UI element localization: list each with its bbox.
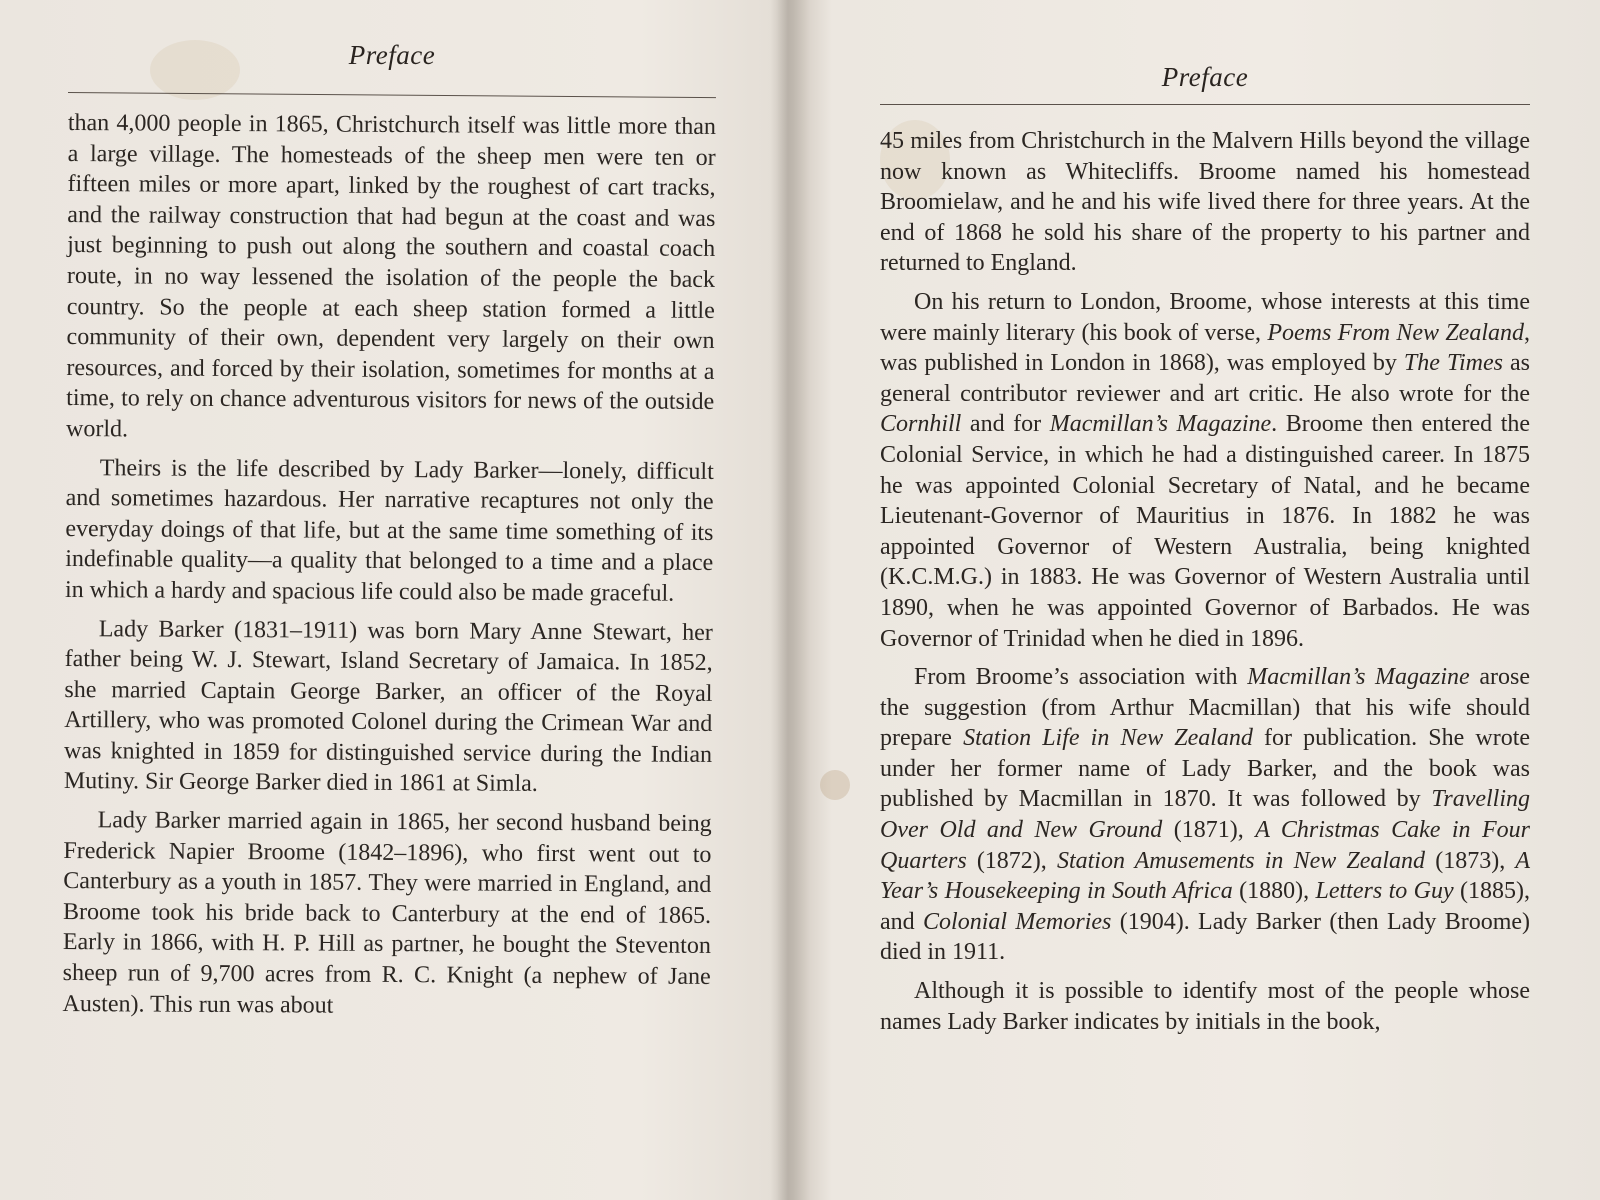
italic-title: A Year’s Housekeeping in South Africa	[880, 847, 1530, 905]
text-run: as general contributor reviewer and art critic. He also wrote for the	[880, 350, 1531, 407]
page-body	[880, 126, 1530, 1037]
text-run: . Broome then entered the Colonial Service, in which he had a distinguished career. In 1875 he was appointed Colonial Secretary of Natal, and he became Lieutenant-Governor of Mauritius in 1876. In 1882 he was appointed Governor of Western Australia, being knighted (K.C.M.G.) in 1883. He was Governor of Western Australia until 1890, when he was appointed Governor of Barbados. He was Governor of Trinidad when he died in 1896.	[880, 411, 1531, 652]
running-header: Preface	[1161, 62, 1249, 92]
italic-title: Travelling Over Old and New Ground	[880, 786, 1530, 844]
italic-title: Cornhill	[880, 411, 962, 438]
paragraph: than 4,000 people in 1865, Christchurch itself was little more than a large village. The homesteads of the sheep men were ten or fifteen miles or more apart, linked by the roughest of cart tracks, and the railway construction that had begun at the coast and was just beginning to push out along the southern and coastal coach route, in no way lessened the isolation of the people the back country. So the people at each sheep station formed a little community of their own, dependent very largely on their own resources, and forced by their isolation, sometimes for months at a time, to rely on chance adventurous visitors for news of the outside world.	[65, 109, 716, 443]
header-rule	[880, 104, 1530, 105]
italic-title: Letters to Guy	[1315, 878, 1454, 905]
text-run: From Broome’s association with	[914, 664, 1248, 691]
italic-title: A Christmas Cake in Four Quarters	[880, 817, 1530, 874]
italic-title: Poems From New Zealand	[1267, 319, 1524, 346]
italic-title: Station Amusements in New Zealand	[1056, 847, 1426, 874]
paragraph: Although it is possible to identify most of the people whose names Lady Barker indicates by initials in the book,	[880, 978, 1530, 1035]
text-run: (1871),	[1162, 817, 1256, 844]
paragraph: Lady Barker (1831–1911) was born Mary Anne Stewart, her father being W. J. Stewart, Island Secretary of Jamaica. In 1852, she married Captain George Barker, an officer of the Royal Artillery, who was promoted Colonel during the Crimean War and was knighted in 1859 for distinguished service during the Indian Mutiny. Sir George Barker died in 1861 at Simla.	[63, 615, 713, 798]
text-run: and for	[961, 411, 1050, 438]
text-run: (1873),	[1425, 847, 1516, 874]
running-header: Preface	[348, 40, 436, 70]
page-body	[62, 108, 716, 1023]
paragraph: Theirs is the life described by Lady Barker—lonely, difficult and sometimes hazardous. Her narrative recaptures not only the everyday doings of that life, but at the same time something of its indefinable quality—a quality that belonged to a time and a place in which a hardy and spacious life could also be made graceful.	[64, 454, 714, 607]
header-rule	[68, 92, 716, 98]
text-run: for publication. She wrote under her former name of Lady Barker, and the book was published by Macmillan in 1870. It was followed by	[880, 725, 1531, 813]
right-page	[880, 0, 1530, 1200]
italic-title: Colonial Memories	[923, 908, 1112, 935]
text-run: , was published in London in 1868), was employed by	[880, 319, 1530, 377]
text-run: (1880),	[1232, 878, 1316, 905]
text-run: (1872),	[966, 847, 1057, 874]
paragraph: Lady Barker married again in 1865, her second husband being Frederick Napier Broome (1842–1896), who first went out to Canterbury as a youth in 1857. They were married in England, and Broome took his bride back to Canterbury at the end of 1865. Early in 1866, with H. P. Hill as partner, he bought the Steventon sheep run of 9,700 acres from R. C. Knight (a nephew of Jane Austen). This run was about	[62, 807, 712, 1019]
italic-title: Macmillan’s Magazine	[1049, 411, 1272, 438]
paragraph	[880, 662, 1530, 968]
text-run: arose the suggestion (from Arthur Macmillan) that his wife should prepare	[880, 664, 1530, 752]
italic-title: The Times	[1403, 350, 1503, 377]
text-run: On his return to London, Broome, whose interests at this time were mainly literary (his book of verse,	[880, 288, 1530, 346]
paragraph: 45 miles from Christchurch in the Malvern Hills beyond the village now known as Whitecliffs. Broome named his homestead Broomielaw, and he and his wife lived there for three years. At the end of 1868 he sold his share of the property to his partner and returned to England.	[880, 128, 1530, 277]
left-page	[62, 0, 716, 1200]
text-run: (1904). Lady Barker (then Lady Broome) died in 1911.	[880, 908, 1530, 966]
paragraph	[880, 287, 1530, 654]
italic-title: Macmillan’s Magazine	[1247, 664, 1470, 691]
book-gutter	[770, 0, 810, 1200]
paper-stain	[820, 770, 850, 800]
italic-title: Station Life in New Zealand	[963, 725, 1253, 752]
text-run: (1885), and	[880, 878, 1531, 935]
